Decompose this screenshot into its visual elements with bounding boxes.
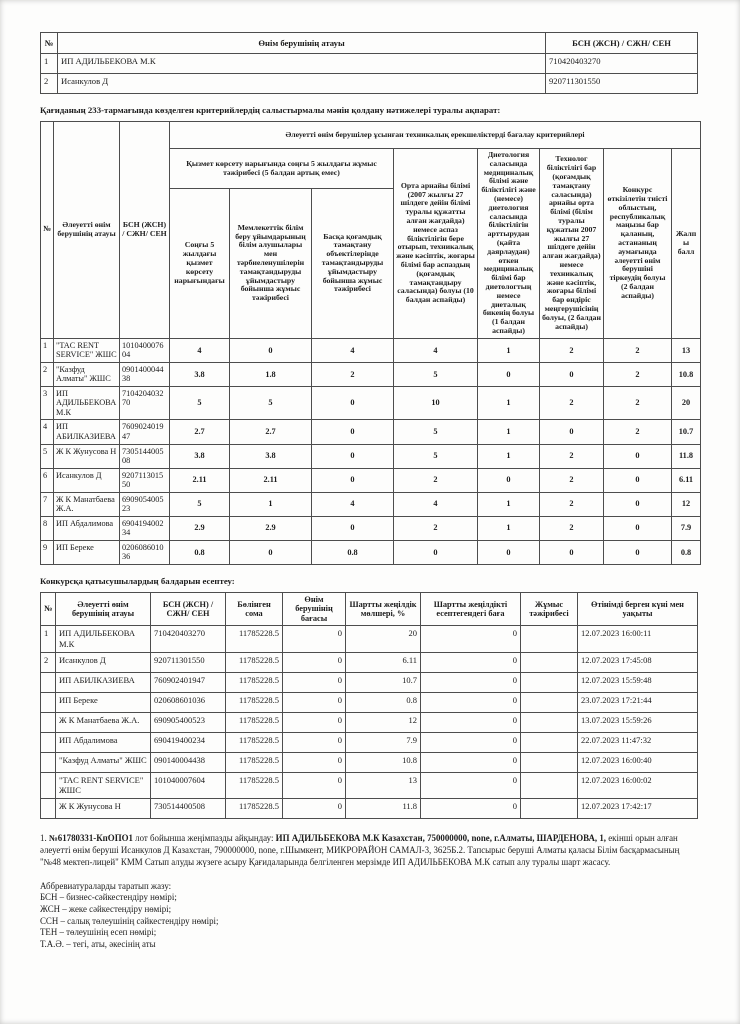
supplier-name: ИП АБИЛКАЗИЕВА (56, 672, 151, 692)
submission-datetime: 12.07.2023 17:45:08 (578, 652, 698, 672)
discount-percent: 10.8 (346, 752, 421, 772)
bin-number: 101040007604 (120, 338, 170, 362)
bin-number: 760902401947 (120, 420, 170, 444)
row-number (41, 752, 56, 772)
supplier-name: Ж К Манатбаева Ж.А. (54, 492, 120, 516)
score-total: 13 (672, 338, 701, 362)
col-header-supplier-price: Өнім берушінің бағасы (283, 592, 346, 626)
supplier-price: 0 (283, 672, 346, 692)
score-exp-market: 3.8 (170, 362, 230, 386)
col-header-discounted-price: Шартты жеңілдікті есептегендегі баға (421, 592, 521, 626)
discounted-price: 0 (421, 672, 521, 692)
score-cook: 5 (394, 362, 478, 386)
col-header-number: № (41, 33, 58, 54)
bin-number: 690419400234 (151, 732, 226, 752)
score-exp-state-education: 1 (230, 492, 312, 516)
col-header-number: № (41, 592, 56, 626)
score-technologist: 0 (540, 362, 604, 386)
score-exp-other: 4 (312, 338, 394, 362)
row-number: 2 (41, 74, 58, 94)
score-total: 10.8 (672, 362, 701, 386)
score-exp-market: 5 (170, 386, 230, 420)
score-dietologist: 0 (478, 468, 540, 492)
work-experience (521, 712, 578, 732)
discount-percent: 7.9 (346, 732, 421, 752)
scores-section-heading: Конкурсқа қатысушылардың балдарын есептеу: (40, 575, 235, 586)
table-row (41, 798, 698, 818)
discount-percent: 13 (346, 772, 421, 798)
bin-number: 920711301550 (120, 468, 170, 492)
row-number: 1 (41, 54, 58, 74)
allocated-sum: 11785228.5 (226, 712, 283, 732)
col-header-supplier-name: Өнім берушінің атауы (58, 33, 546, 54)
score-dietologist: 0 (478, 540, 540, 564)
score-technologist: 2 (540, 492, 604, 516)
col-header-supplier-name: Әлеуетті өнім берушінің атауы (54, 122, 120, 339)
score-technologist: 2 (540, 386, 604, 420)
supplier-name: Ж К Манатбаева Ж.А. (56, 712, 151, 732)
score-registration: 0 (604, 516, 672, 540)
row-number: 5 (41, 444, 54, 468)
score-exp-other: 0 (312, 468, 394, 492)
score-dietologist: 1 (478, 338, 540, 362)
bin-number: 730514400508 (151, 798, 226, 818)
supplier-name: ИП Абдалимова (56, 732, 151, 752)
row-number (41, 772, 56, 798)
row-number (41, 732, 56, 752)
work-experience (521, 732, 578, 752)
discounted-price: 0 (421, 692, 521, 712)
score-registration: 0 (604, 444, 672, 468)
allocated-sum: 11785228.5 (226, 626, 283, 652)
score-total: 6.11 (672, 468, 701, 492)
row-number: 4 (41, 420, 54, 444)
col-header-supplier-name: Әлеуетті өнім берушінің атауы (56, 592, 151, 626)
table-row (41, 752, 698, 772)
score-dietologist: 1 (478, 420, 540, 444)
work-experience (521, 772, 578, 798)
supplier-name: Исанкулов Д (54, 468, 120, 492)
row-number: 8 (41, 516, 54, 540)
score-cook: 4 (394, 492, 478, 516)
score-dietologist: 1 (478, 386, 540, 420)
supplier-name: ИП АДИЛЬБЕКОВА М.К (58, 54, 546, 74)
bin-number: 090140004438 (151, 752, 226, 772)
col-header-cook-education: Орта арнайы білімі (2007 жылғы 27 шілдеге дейін білімі туралы құжатты алған жағдайда) немесе аспаз біліктілігін бере отырып, техникалық және кәсіптік, жоғары білімі бар аспаздың (қоғамдық тамақтандыру саласында) болуы (10 балдан аспайды) (394, 149, 478, 339)
abbreviations-title: Аббревиатураларды таратып жазу: (40, 880, 172, 891)
supplier-price: 0 (283, 772, 346, 798)
score-exp-state-education: 0 (230, 540, 312, 564)
score-dietologist: 1 (478, 492, 540, 516)
col-header-bin: БСН (ЖСН) / СЖН/ СЕН (120, 122, 170, 339)
bin-number: 710420403270 (120, 386, 170, 420)
supplier-name: Исанкулов Д (56, 652, 151, 672)
score-registration: 2 (604, 420, 672, 444)
abbreviation-item: ЖСН – жеке сәйкестендіру нөмірі; (40, 903, 172, 914)
discounted-price: 0 (421, 798, 521, 818)
score-exp-state-education: 2.9 (230, 516, 312, 540)
score-technologist: 0 (540, 420, 604, 444)
table-row (41, 74, 698, 94)
supplier-name: "TAC RENT SERVICE" ЖШС (54, 338, 120, 362)
col-header-submission-datetime: Өтінімді берген күні мен уақыты (578, 592, 698, 626)
score-cook: 10 (394, 386, 478, 420)
row-number: 6 (41, 468, 54, 492)
score-exp-other: 0 (312, 386, 394, 420)
discount-percent: 12 (346, 712, 421, 732)
col-header-exp-market: Соңғы 5 жылдағы қызмет көрсету нарығындағы (170, 189, 230, 339)
score-cook: 5 (394, 444, 478, 468)
table-row (41, 516, 701, 540)
lot-number: №61780331-КпОПО1 (48, 832, 133, 843)
discount-percent: 10.7 (346, 672, 421, 692)
abbreviations-block (40, 881, 698, 950)
supplier-name: "Казфуд Алматы" ЖШС (56, 752, 151, 772)
discount-percent: 11.8 (346, 798, 421, 818)
table-row (41, 444, 701, 468)
table-row (41, 692, 698, 712)
row-number (41, 672, 56, 692)
row-number (41, 798, 56, 818)
col-header-bin: БСН (ЖСН) / СЖН/ СЕН (546, 33, 698, 54)
abbreviation-item: БСН – бизнес-сәйкестендіру нөмірі; (40, 892, 177, 903)
work-experience (521, 652, 578, 672)
discount-percent: 6.11 (346, 652, 421, 672)
score-dietologist: 1 (478, 444, 540, 468)
col-header-local-registration: Конкурс өткізілетін тиісті облыстың, республикалық маңызы бар қаланың, астананың аумағында әлеуетті өнім берушіні тіркеудің болуы (2 балдан аспайды) (604, 149, 672, 339)
bin-number: 920711301550 (151, 652, 226, 672)
col-group-experience: Қызмет көрсету нарығында соңғы 5 жылдағы жұмыс тәжірибесі (5 балдан артық емес) (170, 149, 394, 189)
score-exp-state-education: 1.8 (230, 362, 312, 386)
score-dietologist: 0 (478, 362, 540, 386)
supplier-name: Ж К Жунусова Н (56, 798, 151, 818)
score-technologist: 2 (540, 444, 604, 468)
bin-number: 730514400508 (120, 444, 170, 468)
score-total: 12 (672, 492, 701, 516)
bin-number: 760902401947 (151, 672, 226, 692)
decision-text-2: екінші орын алған әлеуетті өнім беруші Исанкулов Д Казахстан, 790000000, none, г.Шымкент, МИКРОРАЙОН САМАЛ-3, 3625Б.2. Тапсырыс беруші Алматы қаласы Білім басқармасының "№48 мектеп-лицей" КММ Сатып алуды жүзеге асыру Қағидаларында белгіленген мерзімде ИП АДИЛЬБЕКОВА М.К сатып алу туралы шарт жасасу. (40, 832, 680, 868)
col-header-dietologist: Диетология саласында медициналық білімі және біліктілігі және (немесе) диетология саласында біліктілігін арттырудан (қайта даярлаудан) өткен медициналық білімі бар диетологтың немесе диеталық бикенің болуы (1 балдан аспайды) (478, 149, 540, 339)
score-exp-other: 0.8 (312, 540, 394, 564)
score-exp-market: 3.8 (170, 444, 230, 468)
supplier-name: Ж К Жунусова Н (54, 444, 120, 468)
row-number (41, 692, 56, 712)
allocated-sum: 11785228.5 (226, 652, 283, 672)
supplier-name: ИП АБИЛКАЗИЕВА (54, 420, 120, 444)
submission-datetime: 12.07.2023 15:59:48 (578, 672, 698, 692)
submission-datetime: 12.07.2023 16:00:40 (578, 752, 698, 772)
col-header-technologist: Технолог біліктілігі бар (қоғамдық тамақтану саласында) арнайы орта білімі (білім туралы құжатын 2007 жылғы 27 шілдеге дейін алған жағдайда) немесе техникалық және кәсіптік, жоғары білімі бар өндіріс меңгерушісінің болуы, (2 балдан аспайды) (540, 149, 604, 339)
col-header-total-score: Жалпы балл (672, 149, 701, 339)
decision-item-number: 1. (40, 832, 49, 843)
bin-number: 710420403270 (151, 626, 226, 652)
bin-number: 090140004438 (120, 362, 170, 386)
supplier-price: 0 (283, 626, 346, 652)
allocated-sum: 11785228.5 (226, 672, 283, 692)
score-exp-market: 2.11 (170, 468, 230, 492)
work-experience (521, 672, 578, 692)
score-exp-market: 0.8 (170, 540, 230, 564)
table-row (41, 540, 701, 564)
supplier-price: 0 (283, 752, 346, 772)
row-number: 7 (41, 492, 54, 516)
col-header-number: № (41, 122, 54, 339)
row-number (41, 712, 56, 732)
score-total: 0.8 (672, 540, 701, 564)
supplier-name: ИП Береке (56, 692, 151, 712)
row-number: 1 (41, 338, 54, 362)
submission-datetime: 13.07.2023 15:59:26 (578, 712, 698, 732)
allocated-sum: 11785228.5 (226, 732, 283, 752)
submission-datetime: 12.07.2023 16:00:02 (578, 772, 698, 798)
score-exp-market: 2.9 (170, 516, 230, 540)
col-header-work-experience: Жұмыс тәжірибесі (521, 592, 578, 626)
supplier-name: ИП АДИЛЬБЕКОВА М.К (56, 626, 151, 652)
table-row (41, 652, 698, 672)
row-number: 2 (41, 652, 56, 672)
abbreviation-item: ССН – салық төлеушінің сәйкестендіру нөмірі; (40, 915, 219, 926)
scores-calculation-table (40, 592, 698, 819)
row-number: 3 (41, 386, 54, 420)
discounted-price: 0 (421, 626, 521, 652)
score-registration: 2 (604, 338, 672, 362)
bin-number: 690905400523 (120, 492, 170, 516)
row-number: 9 (41, 540, 54, 564)
score-total: 7.9 (672, 516, 701, 540)
bin-number: 020608601036 (151, 692, 226, 712)
criteria-evaluation-table (40, 121, 701, 565)
discounted-price: 0 (421, 732, 521, 752)
table-row (41, 54, 698, 74)
supplier-name: ИП Береке (54, 540, 120, 564)
score-exp-state-education: 2.11 (230, 468, 312, 492)
score-technologist: 2 (540, 338, 604, 362)
score-dietologist: 1 (478, 516, 540, 540)
score-exp-market: 5 (170, 492, 230, 516)
score-exp-other: 4 (312, 492, 394, 516)
discounted-price: 0 (421, 752, 521, 772)
score-cook: 5 (394, 420, 478, 444)
work-experience (521, 752, 578, 772)
supplier-name: "Казфуд Алматы" ЖШС (54, 362, 120, 386)
submission-datetime: 23.07.2023 17:21:44 (578, 692, 698, 712)
col-header-exp-state-education: Мемлекеттік білім беру ұйымдарының білім алушылары мен тәрбиеленушілерін тамақтандыруды ұйымдастыру бойынша жұмыс тәжірибесі (230, 189, 312, 339)
bin-number: 920711301550 (546, 74, 698, 94)
score-exp-state-education: 2.7 (230, 420, 312, 444)
score-cook: 4 (394, 338, 478, 362)
score-registration: 2 (604, 362, 672, 386)
allocated-sum: 11785228.5 (226, 772, 283, 798)
work-experience (521, 692, 578, 712)
allocated-sum: 11785228.5 (226, 798, 283, 818)
score-total: 11.8 (672, 444, 701, 468)
score-cook: 2 (394, 468, 478, 492)
supplier-price: 0 (283, 652, 346, 672)
table-row (41, 712, 698, 732)
score-exp-other: 2 (312, 362, 394, 386)
discounted-price: 0 (421, 652, 521, 672)
work-experience (521, 626, 578, 652)
score-technologist: 0 (540, 540, 604, 564)
table-row (41, 672, 698, 692)
submission-datetime: 12.07.2023 16:00:11 (578, 626, 698, 652)
table-row (41, 420, 701, 444)
score-registration: 0 (604, 540, 672, 564)
score-exp-other: 0 (312, 444, 394, 468)
table-row (41, 362, 701, 386)
allocated-sum: 11785228.5 (226, 752, 283, 772)
decision-text-1: лот бойынша жеңімпазды айқындау: (132, 832, 276, 843)
col-header-exp-other-catering: Басқа қоғамдық тамақтану объектілерінде тамақтандыруды ұйымдастыру бойынша жұмыс тәжірибесі (312, 189, 394, 339)
winner-decision-paragraph (40, 832, 700, 869)
bin-number: 020608601036 (120, 540, 170, 564)
score-total: 20 (672, 386, 701, 420)
score-technologist: 2 (540, 468, 604, 492)
discount-percent: 20 (346, 626, 421, 652)
col-header-bin: БСН (ЖСН) / СЖН/ СЕН (151, 592, 226, 626)
bin-number: 710420403270 (546, 54, 698, 74)
supplier-price: 0 (283, 732, 346, 752)
score-exp-state-education: 0 (230, 338, 312, 362)
score-exp-market: 2.7 (170, 420, 230, 444)
discount-percent: 0.8 (346, 692, 421, 712)
score-cook: 2 (394, 516, 478, 540)
suppliers-table (40, 32, 698, 94)
score-exp-state-education: 5 (230, 386, 312, 420)
supplier-name: ИП Абдалимова (54, 516, 120, 540)
submission-datetime: 22.07.2023 11:47:32 (578, 732, 698, 752)
row-number: 1 (41, 626, 56, 652)
bin-number: 101040007604 (151, 772, 226, 798)
allocated-sum: 11785228.5 (226, 692, 283, 712)
score-registration: 0 (604, 468, 672, 492)
discounted-price: 0 (421, 772, 521, 798)
col-group-evaluation-criteria: Әлеуетті өнім берушілер ұсынған техникалық ерекшеліктерді бағалау критерийлері (170, 122, 701, 149)
bin-number: 690905400523 (151, 712, 226, 732)
row-number: 2 (41, 362, 54, 386)
discounted-price: 0 (421, 712, 521, 732)
table-row (41, 772, 698, 798)
submission-datetime: 12.07.2023 17:42:17 (578, 798, 698, 818)
winner-name-address: ИП АДИЛЬБЕКОВА М.К Казахстан, 750000000, none, г.Алматы, ШАРДЕНОВА, 1, (275, 832, 607, 843)
table-row (41, 492, 701, 516)
col-header-allocated-sum: Бөлінген сома (226, 592, 283, 626)
abbreviation-item: Т.А.Ә. – тегі, аты, әкесінің аты (40, 938, 156, 949)
score-exp-other: 0 (312, 420, 394, 444)
score-exp-market: 4 (170, 338, 230, 362)
table-row (41, 468, 701, 492)
score-exp-state-education: 3.8 (230, 444, 312, 468)
score-total: 10.7 (672, 420, 701, 444)
col-header-discount-percent: Шартты жеңілдік мөлшері, % (346, 592, 421, 626)
supplier-price: 0 (283, 798, 346, 818)
supplier-price: 0 (283, 712, 346, 732)
supplier-name: Исанкулов Д (58, 74, 546, 94)
criteria-section-heading: Қағиданың 233-тармағында көзделген критерийлердің салыстырмалы мәнін қолдану нәтижелері туралы ақпарат: (40, 105, 501, 115)
table-row (41, 338, 701, 362)
score-registration: 2 (604, 386, 672, 420)
score-cook: 0 (394, 540, 478, 564)
table-row (41, 732, 698, 752)
supplier-name: "TAC RENT SERVICE" ЖШС (56, 772, 151, 798)
supplier-price: 0 (283, 692, 346, 712)
score-technologist: 2 (540, 516, 604, 540)
table-row (41, 626, 698, 652)
score-registration: 0 (604, 492, 672, 516)
abbreviation-item: ТЕН – төлеушінің есеп нөмірі; (40, 927, 157, 938)
table-row (41, 386, 701, 420)
work-experience (521, 798, 578, 818)
supplier-name: ИП АДИЛЬБЕКОВА М.К (54, 386, 120, 420)
bin-number: 690419400234 (120, 516, 170, 540)
score-exp-other: 0 (312, 516, 394, 540)
